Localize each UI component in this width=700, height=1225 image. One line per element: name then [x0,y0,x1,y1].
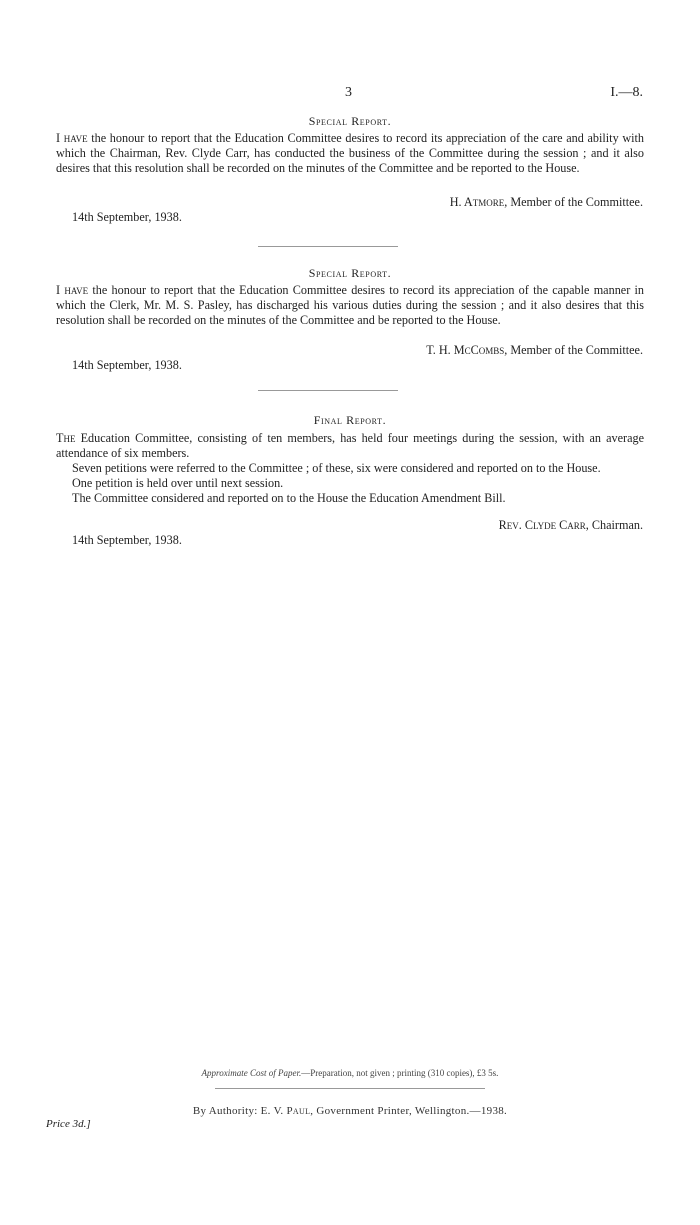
report3-signatory-name: Rev. Clyde Carr, [498,518,589,532]
imprint-name: E. V. Paul, [260,1105,314,1117]
report3-signature [499,518,643,533]
report3-lead: The [56,431,76,445]
report1-text: the honour to report that the Education Committee desires to record its appreciation of the care and ability with which the Chairman, Rev. Clyde Carr, has conducted the business of the Committee during the session ; and it also desires that this resolution shall be recorded on the minutes of the Committee and be reported to the House. [56,131,644,175]
cost-label: Approximate Cost of Paper. [201,1068,302,1078]
report2-heading: Special Report. [308,266,392,280]
divider [215,1088,485,1089]
report3-date: 14th September, 1938. [72,533,182,547]
report3-signatory-role: Chairman. [588,518,643,532]
report1-signatory-name: H. Atmore, [449,195,508,209]
imprint-prefix: By Authority: [192,1105,261,1117]
report2-signature [426,343,643,358]
report3-text-4: The Committee considered and reported on to the House the Education Amendment Bill. [72,491,506,505]
report3-body [56,431,644,506]
report2-signatory-name: T. H. McCombs, [426,343,508,357]
cost-text: —Preparation, not given ; printing (310 copies), £3 5s. [301,1068,499,1078]
imprint-suffix: Government Printer, Wellington.—1938. [313,1105,508,1117]
price: Price 3d.] [46,1118,91,1130]
page-number: 3 [345,85,352,100]
report1-date: 14th September, 1938. [72,210,182,224]
report3-heading: Final Report. [313,413,387,427]
report2-signatory-role: Member of the Committee. [507,343,643,357]
divider [258,390,398,391]
divider [258,246,398,247]
report3-text-3: One petition is held over until next session. [72,476,284,490]
report1-signatory-role: Member of the Committee. [507,195,643,209]
report2-lead: I have [56,283,89,297]
report1-heading: Special Report. [308,114,392,128]
report1-lead: I have [56,131,88,145]
report2-text: the honour to report that the Education Committee desires to record its appreciation of the capable manner in which the Clerk, Mr. M. S. Pasley, has discharged his various duties during the session ; and it also desires that this resolution shall be recorded on the minutes of the Committee and be reported to the House. [56,283,644,327]
imprint [0,1104,700,1119]
report1-body [56,131,644,176]
document-reference: I.—8. [610,85,643,100]
report2-date: 14th September, 1938. [72,358,182,372]
report3-text-2: Seven petitions were referred to the Committee ; of these, six were considered and reported on to the House. [72,461,601,475]
report1-signature [450,195,643,210]
report3-text-1: Education Committee, consisting of ten members, has held four meetings during the session, with an average attendance of six members. [56,431,644,460]
report2-body [56,283,644,328]
cost-footnote [0,1066,700,1081]
